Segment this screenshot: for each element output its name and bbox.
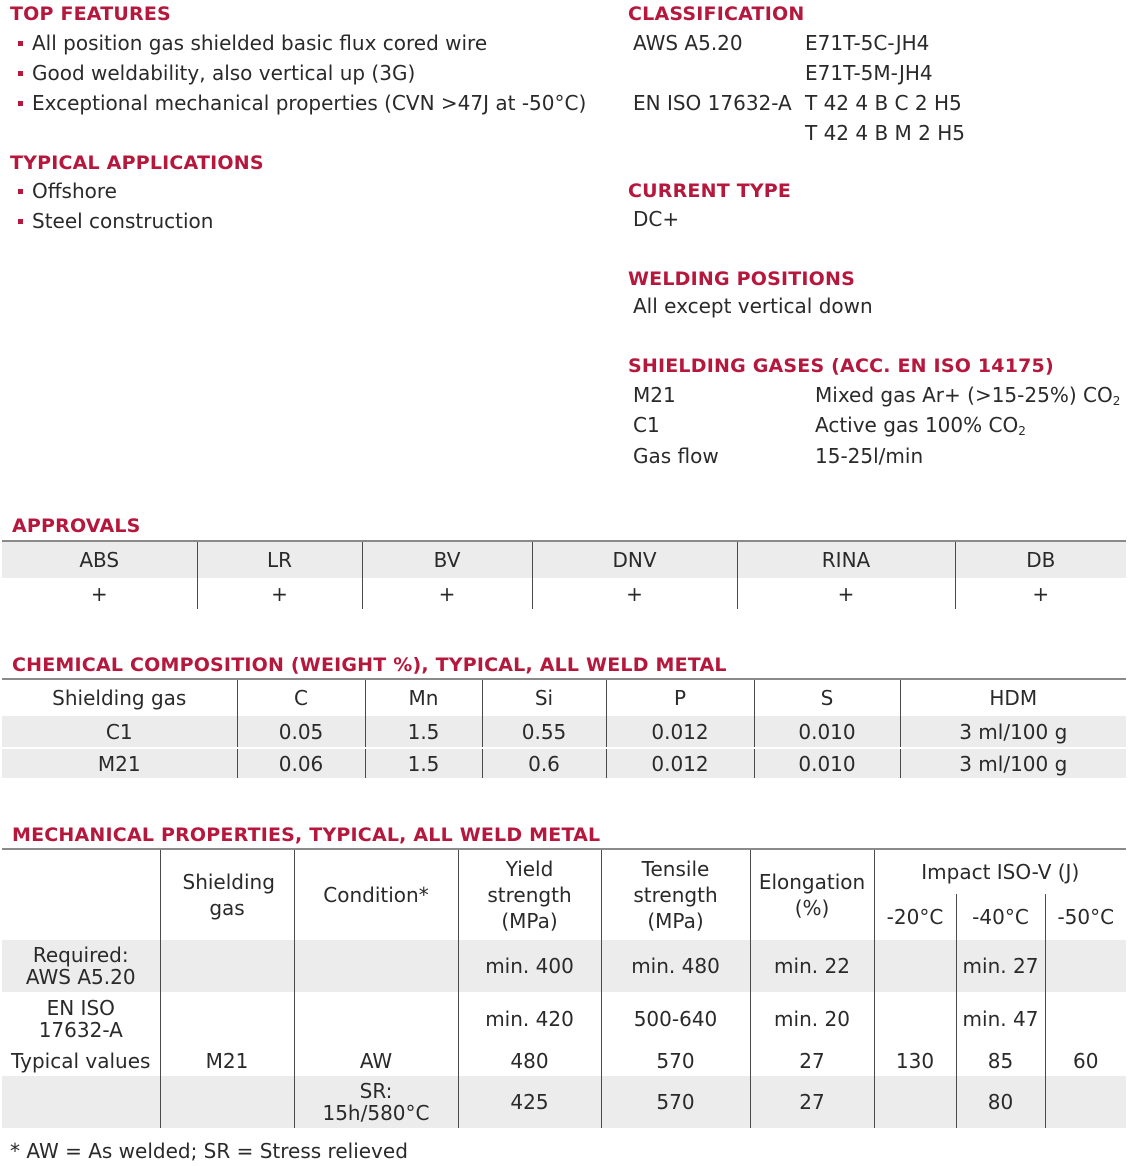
bullet-icon (18, 41, 23, 46)
row-label (2, 1076, 160, 1128)
table-cell: 0.06 (237, 748, 365, 778)
gas-code: Gas flow (633, 444, 719, 468)
table-cell: min. 480 (601, 940, 750, 992)
gas-description: Mixed gas Ar+ (>15-25%) $CO_2$ (815, 383, 1121, 408)
table-cell: 3 ml/100 g (959, 751, 1068, 776)
column-header: Shielding gas (160, 850, 294, 940)
table-cell: M21 (2, 748, 237, 778)
approval-value: + (362, 578, 532, 609)
list-item: Steel construction (10, 206, 213, 236)
table-row (2, 578, 1126, 609)
table-cell: min. 400 (458, 940, 601, 992)
classification-value: E71T-5C-JH4 (805, 31, 930, 55)
gas-description: Active gas 100% $CO_2$ (815, 413, 1026, 438)
top-features-list (10, 28, 586, 118)
column-header: Impact ISO-V (J) (921, 860, 1080, 884)
column-header: -50°C (1057, 905, 1115, 929)
list-item: Good weldability, also vertical up (3G) (10, 58, 586, 88)
table-row (2, 748, 1126, 778)
column-header: Condition* (294, 850, 458, 940)
table-row (2, 850, 1126, 894)
table-cell: 570 (601, 1046, 750, 1076)
list-item: All position gas shielded basic flux cored wire (10, 28, 586, 58)
table-row (2, 1076, 1126, 1128)
table-cell: AW (294, 1046, 458, 1076)
approval-header: LR (197, 542, 362, 578)
classification-heading: CLASSIFICATION (628, 3, 805, 25)
list-item: Exceptional mechanical properties (CVN >47J at -50°C) (10, 88, 586, 118)
classification-standard: EN ISO 17632-A (633, 91, 792, 115)
column-header: -20°C (874, 894, 956, 940)
table-cell: 480 (458, 1046, 601, 1076)
table-cell: SR: 15h/580°C (294, 1076, 458, 1128)
row-label: Typical values (2, 1046, 160, 1076)
approval-value: + (1032, 581, 1050, 606)
approval-header: DB (1026, 548, 1056, 572)
table-cell (294, 992, 458, 1046)
row-label: EN ISO 17632-A (2, 992, 160, 1046)
approval-header: RINA (737, 542, 955, 578)
column-header: S (754, 680, 900, 716)
column-header: Shielding gas (2, 680, 237, 716)
table-cell: C1 (2, 716, 237, 748)
table-cell (1045, 940, 1126, 992)
table-row (2, 716, 1126, 748)
table-cell: 0.55 (482, 716, 606, 748)
applications-list (10, 176, 213, 236)
typical-applications-heading: TYPICAL APPLICATIONS (10, 152, 264, 174)
table-row (2, 542, 1126, 578)
gas-code: C1 (633, 413, 660, 437)
welding-positions-value: All except vertical down (633, 294, 873, 318)
approval-header: ABS (2, 542, 197, 578)
column-header: Yield strength (MPa) (458, 850, 601, 940)
table-cell: 1.5 (365, 716, 482, 748)
approvals-table (2, 542, 1126, 609)
table-cell: 0.012 (606, 748, 754, 778)
approval-value: + (197, 578, 362, 609)
table-cell: M21 (160, 1046, 294, 1076)
table-cell: 60 (1073, 1049, 1099, 1073)
approvals-heading: APPROVALS (12, 515, 141, 537)
table-cell: 0.012 (606, 716, 754, 748)
table-cell (1045, 1076, 1126, 1128)
table-cell (1045, 992, 1126, 1046)
table-cell (160, 992, 294, 1046)
table-row (2, 940, 1126, 992)
table-row (2, 992, 1126, 1046)
table-cell: min. 20 (750, 992, 874, 1046)
table-cell (160, 1076, 294, 1128)
bullet-icon (18, 219, 23, 224)
table-cell (874, 940, 956, 992)
table-cell: min. 22 (750, 940, 874, 992)
bullet-icon (18, 189, 23, 194)
column-header: Tensile strength (MPa) (601, 850, 750, 940)
column-header: C (237, 680, 365, 716)
table-cell: 130 (874, 1046, 956, 1076)
gas-description: 15-25l/min (815, 444, 924, 468)
approval-header: BV (362, 542, 532, 578)
top-features-heading: TOP FEATURES (10, 3, 171, 25)
table-cell: 27 (750, 1046, 874, 1076)
chemical-table (2, 680, 1126, 778)
table-cell: 425 (458, 1076, 601, 1128)
bullet-icon (18, 71, 23, 76)
table-cell: 27 (750, 1076, 874, 1128)
welding-positions-heading: WELDING POSITIONS (628, 268, 855, 290)
column-header (2, 850, 160, 940)
approval-value: + (532, 578, 737, 609)
gas-code: M21 (633, 383, 676, 407)
approval-value: + (2, 578, 197, 609)
classification-value: T 42 4 B M 2 H5 (805, 121, 965, 145)
column-header: HDM (989, 686, 1038, 710)
column-header: -40°C (956, 894, 1045, 940)
table-row (2, 1046, 1126, 1076)
current-type-heading: CURRENT TYPE (628, 180, 792, 202)
table-cell: min. 47 (956, 992, 1045, 1046)
table-cell (294, 940, 458, 992)
bullet-icon (18, 101, 23, 106)
table-cell: 570 (601, 1076, 750, 1128)
current-type-value: DC+ (633, 207, 680, 231)
table-cell (160, 940, 294, 992)
table-row (2, 680, 1126, 716)
table-cell: 0.05 (237, 716, 365, 748)
approval-value: + (737, 578, 955, 609)
column-header: Si (482, 680, 606, 716)
chemical-heading: CHEMICAL COMPOSITION (WEIGHT %), TYPICAL, ALL WELD METAL (12, 654, 727, 676)
table-cell: 0.010 (754, 716, 900, 748)
column-header: P (606, 680, 754, 716)
table-cell: 1.5 (365, 748, 482, 778)
table-cell: min. 27 (956, 940, 1045, 992)
footnote: * AW = As welded; SR = Stress relieved (10, 1139, 408, 1163)
mechanical-heading: MECHANICAL PROPERTIES, TYPICAL, ALL WELD METAL (12, 824, 601, 846)
classification-standard: AWS A5.20 (633, 31, 743, 55)
table-cell: 85 (956, 1046, 1045, 1076)
table-cell: 0.6 (482, 748, 606, 778)
column-header: Elongation (%) (750, 850, 874, 940)
classification-value: E71T-5M-JH4 (805, 61, 933, 85)
table-cell: 0.010 (754, 748, 900, 778)
classification-value: T 42 4 B C 2 H5 (805, 91, 962, 115)
shielding-gases-heading: SHIELDING GASES (ACC. EN ISO 14175) (628, 355, 1054, 377)
table-cell (874, 992, 956, 1046)
column-header: Mn (365, 680, 482, 716)
table-cell (874, 1076, 956, 1128)
approval-header: DNV (532, 542, 737, 578)
row-label: Required: AWS A5.20 (2, 940, 160, 992)
table-cell: 500-640 (601, 992, 750, 1046)
list-item: Offshore (10, 176, 213, 206)
table-cell: min. 420 (458, 992, 601, 1046)
table-cell: 80 (956, 1076, 1045, 1128)
table-cell: 3 ml/100 g (959, 719, 1068, 744)
mechanical-table (2, 850, 1126, 1128)
